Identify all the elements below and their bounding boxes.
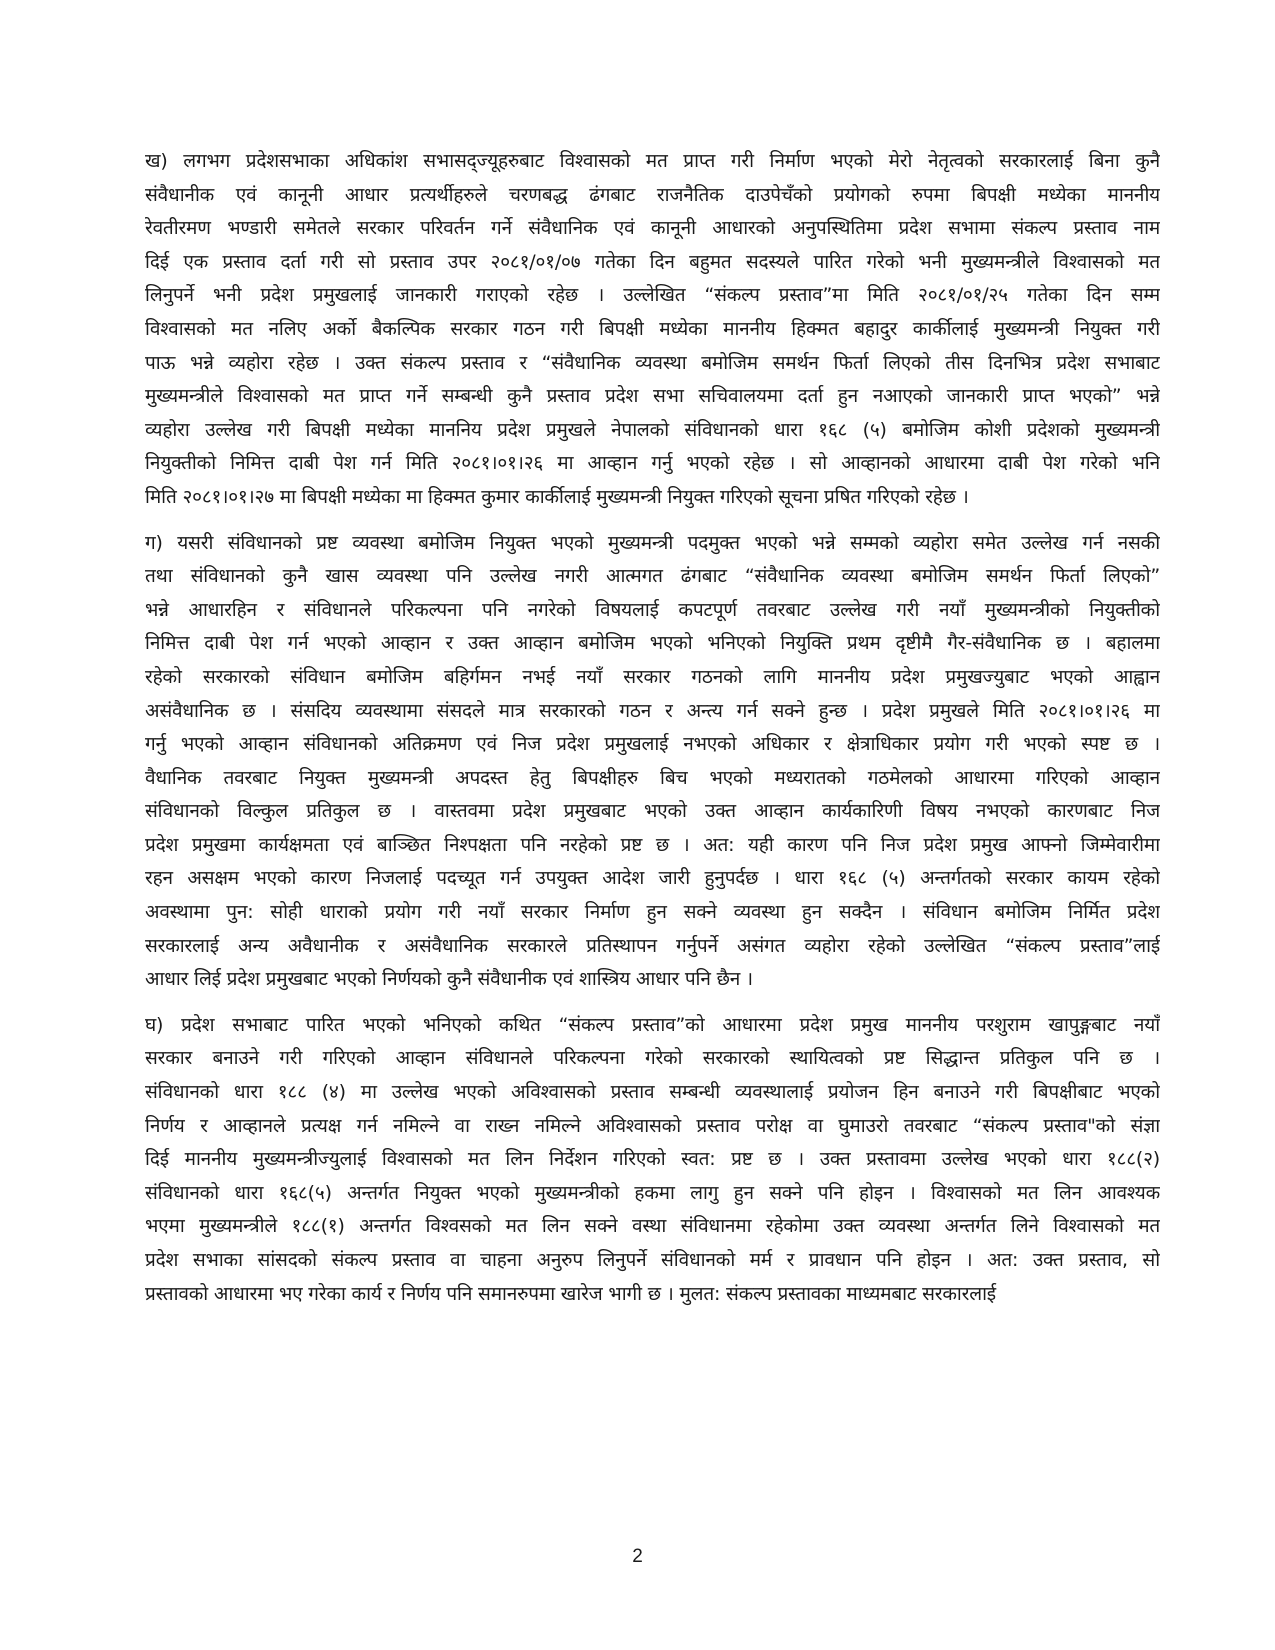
text-line: संवैधानीक एवं कानूनी आधार प्रत्यर्थीहरुले चरणबद्ध ढंगबाट राजनैतिक दाउपेचँको प्रयोगको रुपमा बिपक्षी मध्येका माननीय — [145, 183, 1160, 206]
text-line: दिई एक प्रस्ताव दर्ता गरी सो प्रस्ताव उपर २०८१/०१/०७ गतेका दिन बहुमत सदस्यले पारित गरेको भनी मुख्यमन्त्रीले विश्वासको मत — [145, 250, 1160, 273]
text-line: विश्वासको मत नलिए अर्को बैकल्पिक सरकार गठन गरी बिपक्षी मध्येका माननीय हिक्मत बहादुर कार्कीलाई मुख्यमन्त्री नियुक्त गरी — [145, 317, 1160, 340]
text-line: रहन असक्षम भएको कारण निजलाई पदच्यूत गर्न उपयुक्त आदेश जारी हुनुपर्दछ । धारा १६८ (५) अन्तर्गतको सरकार कायम रहेको — [145, 867, 1160, 890]
text-line: भएमा मुख्यमन्त्रीले १८८(१) अन्तर्गत विश्वसको मत लिन सक्ने वस्था संविधानमा रहेकोमा उक्त व्यवस्था अन्तर्गत लिने विश्वासको मत — [145, 1215, 1160, 1238]
text-line: सरकारलाई अन्य अवैधानीक र असंवैधानिक सरकारले प्रतिस्थापन गर्नुपर्ने असंगत व्यहोरा रहेको उल्लेखित “संकल्प प्रस्ताव”लाई — [145, 934, 1160, 957]
text-line: असंवैधानिक छ । संसदिय व्यवस्थामा संसदले मात्र सरकारको गठन र अन्त्य गर्न सक्ने हुन्छ । प्रदेश प्रमुखले मिति २०८१।०१।२६ मा — [145, 699, 1160, 722]
text-line: संविधानको विल्कुल प्रतिकुल छ । वास्तवमा प्रदेश प्रमुखबाट भएको उक्त आव्हान कार्यकारिणी विषय नभएको कारणबाट निज — [145, 800, 1160, 823]
text-line: निमित्त दाबी पेश गर्न भएको आव्हान र उक्त आव्हान बमोजिम भएको भनिएको नियुक्ति प्रथम दृष्टीमै गैर-संवैधानिक छ । बहालमा — [145, 632, 1160, 655]
text-line: पाऊ भन्ने व्यहोरा रहेछ । उक्त संकल्प प्रस्ताव र “संवैधानिक व्यवस्था बमोजिम समर्थन फिर्ता लिएको तीस दिनभित्र प्रदेश सभाबाट — [145, 351, 1160, 374]
paragraph-kha — [145, 145, 1160, 515]
text-line: लिनुपर्ने भनी प्रदेश प्रमुखलाई जानकारी गराएको रहेछ । उल्लेखित “संकल्प प्रस्ताव”मा मिति २०८१/०१/२५ गतेका दिन सम्म — [145, 284, 1160, 307]
paragraph-gha — [145, 1009, 1160, 1311]
text-line: आधार लिई प्रदेश प्रमुखबाट भएको निर्णयको कुनै संवैधानीक एवं शास्त्रिय आधार पनि छैन । — [145, 968, 753, 991]
text-line: वैधानिक तवरबाट नियुक्त मुख्यमन्त्री अपदस्त हेतु बिपक्षीहरु बिच भएको मध्यरातको गठमेलको आधारमा गरिएको आव्हान — [145, 766, 1160, 789]
text-line: संविधानको धारा १६८(५) अन्तर्गत नियुक्त भएको मुख्यमन्त्रीको हकमा लागु हुन सक्ने पनि होइन । विश्वासको मत लिन आवश्यक — [145, 1181, 1160, 1204]
text-line: सरकार बनाउने गरी गरिएको आव्हान संविधानले परिकल्पना गरेको सरकारको स्थायित्वको प्रष्ट सिद्धान्त प्रतिकुल पनि छ । — [145, 1047, 1160, 1070]
text-line: अवस्थामा पुन: सोही धाराको प्रयोग गरी नयाँ सरकार निर्माण हुन सक्ने व्यवस्था हुन सक्दैन । संविधान बमोजिम निर्मित प्रदेश — [145, 901, 1160, 924]
text-line: नियुक्तीको निमित्त दाबी पेश गर्न मिति २०८१।०१।२६ मा आव्हान गर्नु भएको रहेछ । सो आव्हानको आधारमा दाबी पेश गरेको भनि — [145, 452, 1160, 475]
text-line: घ) प्रदेश सभाबाट पारित भएको भनिएको कथित “संकल्प प्रस्ताव”को आधारमा प्रदेश प्रमुख माननीय परशुराम खापुङ्गबाट नयाँ — [145, 1013, 1160, 1036]
text-line: मिति २०८१।०१।२७ मा बिपक्षी मध्येका मा हिक्मत कुमार कार्कीलाई मुख्यमन्त्री नियुक्त गरिएको सूचना प्रषित गरिएको रहेछ । — [145, 485, 969, 508]
text-line: रहेको सरकारको संविधान बमोजिम बहिर्गमन नभई नयाँ सरकार गठनको लागि माननीय प्रदेश प्रमुखज्युबाट भएको आह्वान — [145, 665, 1160, 688]
text-line: प्रदेश सभाका सांसदको संकल्प प्रस्ताव वा चाहना अनुरुप लिनुपर्ने संविधानको मर्म र प्रावधान पनि होइन । अत: उक्त प्रस्ताव, सो — [145, 1249, 1160, 1271]
text-line: ख) लगभग प्रदेशसभाका अधिकांश सभासद्ज्यूहरुबाट विश्वासको मत प्राप्त गरी निर्माण भएको मेरो नेतृत्वको सरकारलाई बिना कुनै — [145, 150, 1160, 172]
document-body — [145, 145, 1160, 1323]
text-line: मुख्यमन्त्रीले विश्वासको मत प्राप्त गर्ने सम्बन्धी कुनै प्रस्ताव प्रदेश सभा सचिवालयमा दर्ता हुन नआएको जानकारी प्राप्त भएको” भन्ने — [145, 385, 1160, 408]
text-line: तथा संविधानको कुनै खास व्यवस्था पनि उल्लेख नगरी आत्मगत ढंगबाट “संवैधानिक व्यवस्था बमोजिम समर्थन फिर्ता लिएको” — [145, 565, 1160, 588]
text-line: व्यहोरा उल्लेख गरी बिपक्षी मध्येका माननिय प्रदेश प्रमुखले नेपालको संविधानको धारा १६८ (५) बमोजिम कोशी प्रदेशको मुख्यमन्त्री — [145, 418, 1160, 441]
paragraph-ga — [145, 527, 1160, 997]
text-line: संविधानको धारा १८८ (४) मा उल्लेख भएको अविश्वासको प्रस्ताव सम्बन्धी व्यवस्थालाई प्रयोजन हिन बनाउने गरी बिपक्षीबाट भएको — [145, 1081, 1160, 1104]
text-line: गर्नु भएको आव्हान संविधानको अतिक्रमण एवं निज प्रदेश प्रमुखलाई नभएको अधिकार र क्षेत्राधिकार प्रयोग गरी भएको स्पष्ट छ । — [145, 733, 1160, 756]
text-line: भन्ने आधारहिन र संविधानले परिकल्पना पनि नगरेको विषयलाई कपटपूर्ण तवरबाट उल्लेख गरी नयाँ मुख्यमन्त्रीको नियुक्तीको — [145, 598, 1160, 621]
text-line: दिई माननीय मुख्यमन्त्रीज्युलाई विश्वासको मत लिन निर्देशन गरिएको स्वत: प्रष्ट छ । उक्त प्रस्तावमा उल्लेख भएको धारा १८८(२) — [145, 1148, 1160, 1171]
page-number: 2 — [632, 1546, 643, 1567]
text-line: ग) यसरी संविधानको प्रष्ट व्यवस्था बमोजिम नियुक्त भएको मुख्यमन्त्री पदमुक्त भएको भन्ने सम्मको व्यहोरा समेत उल्लेख गर्न नसकी — [145, 531, 1160, 554]
text-line: प्रदेश प्रमुखमा कार्यक्षमता एवं बाञ्छित निश्पक्षता पनि नरहेको प्रष्ट छ । अत: यही कारण पनि निज प्रदेश प्रमुख आफ्नो जिम्मेवारीमा — [145, 833, 1160, 856]
text-line: रेवतीरमण भण्डारी समेतले सरकार परिवर्तन गर्ने संवैधानिक एवं कानूनी आधारको अनुपस्थितिमा प्रदेश सभामा संकल्प प्रस्ताव नाम — [145, 217, 1160, 240]
text-line: निर्णय र आव्हानले प्रत्यक्ष गर्न नमिल्ने वा राख्न नमिल्ने अविश्वासको प्रस्ताव परोक्ष वा घुमाउरो तवरबाट “संकल्प प्रस्ताव"को संज्ञा — [145, 1114, 1160, 1137]
text-line: प्रस्तावको आधारमा भए गरेका कार्य र निर्णय पनि समानरुपमा खारेज भागी छ । मुलत: संकल्प प्रस्तावका माध्यमबाट सरकारलाई — [145, 1282, 996, 1305]
